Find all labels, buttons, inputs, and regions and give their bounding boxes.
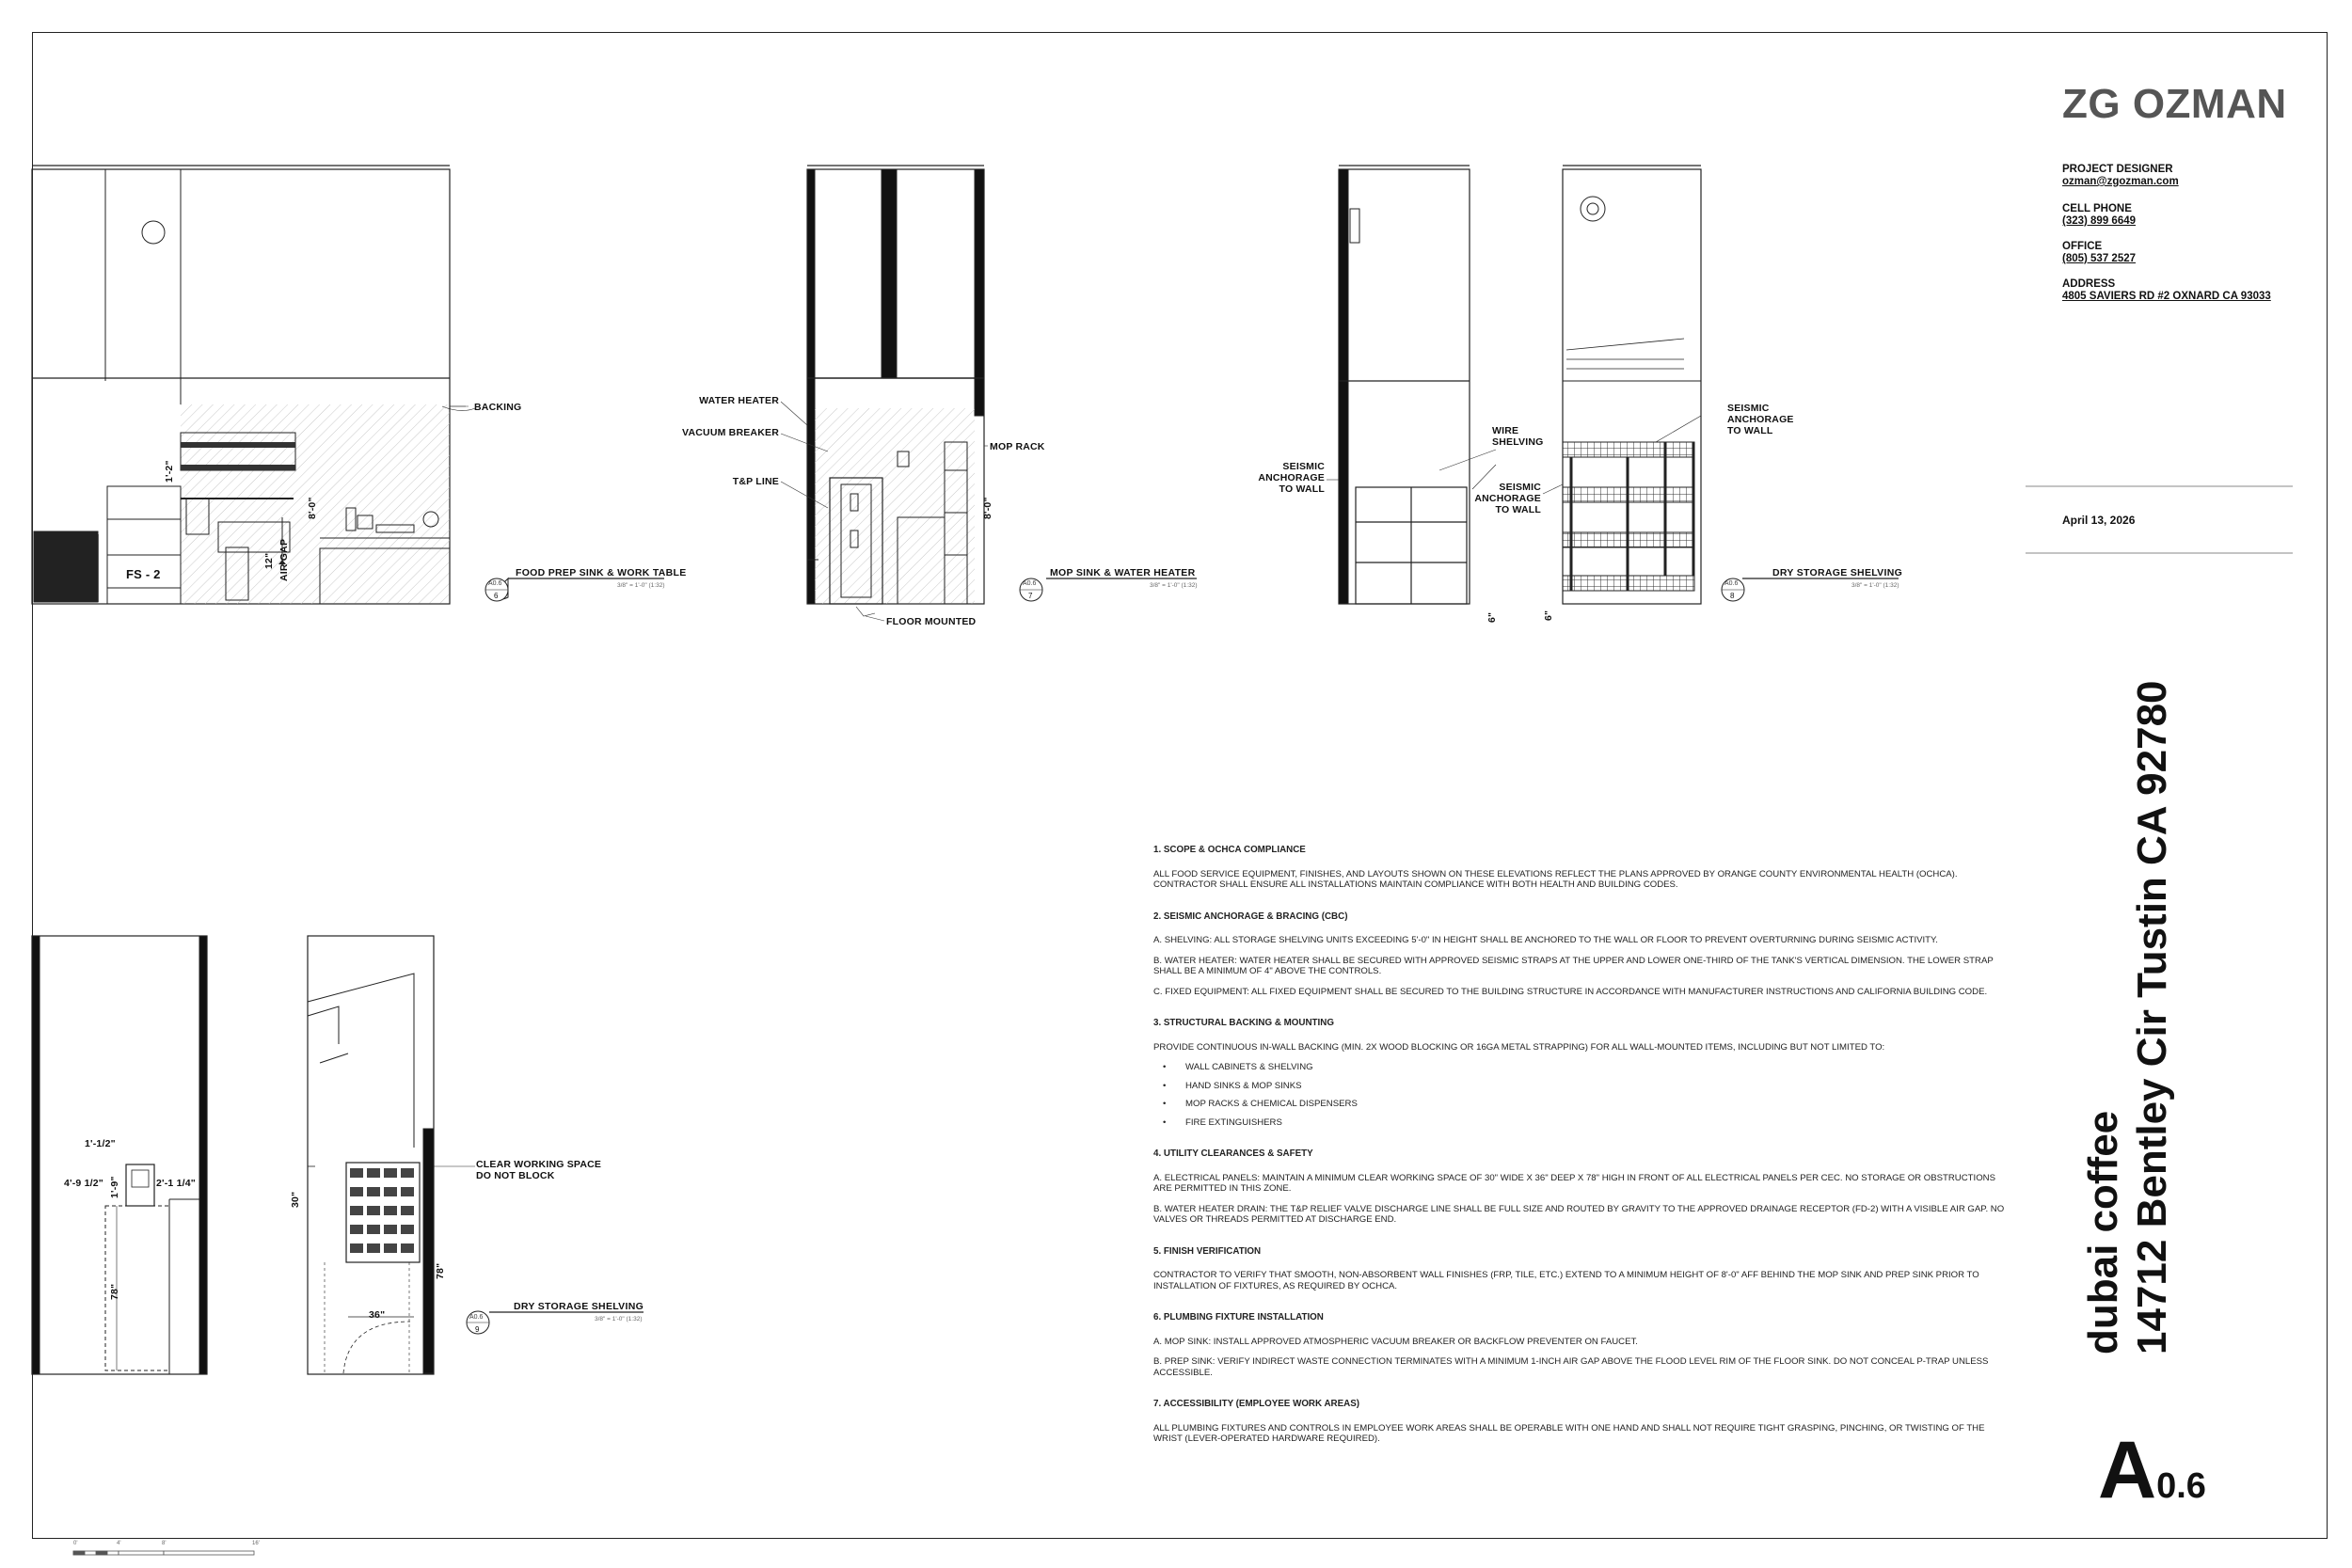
dim-78-a: 78" bbox=[109, 1283, 120, 1300]
label-seismic-anchorage-3: SEISMIC ANCHORAGE TO WALL bbox=[1727, 403, 1794, 436]
label-floor-mounted: FLOOR MOUNTED bbox=[886, 616, 977, 627]
scale-bar bbox=[73, 1551, 254, 1555]
dim-1-2: 1'-2" bbox=[164, 460, 175, 483]
elevation-9-room bbox=[32, 936, 207, 1374]
label-mop-rack: MOP RACK bbox=[990, 441, 1045, 452]
cell-phone-link[interactable]: (323) 899 6649 bbox=[2062, 215, 2137, 227]
list-item: • MOP RACKS & CHEMICAL DISPENSERS bbox=[1185, 1099, 2010, 1110]
note-section-5: 5. FINISH VERIFICATION CONTRACTOR TO VERIFY THAT SMOOTH, NON-ABSORBENT WALL FINISHES (FRP, TILE, ETC.) EXTEND TO A MINIMUM HEIGHT OF 8'-0" AFF BEHIND THE MOP SINK AND PREP SINK PRIOR TO INSTALLATION OF FIXTURES, AS REQUIRED BY OCHCA. bbox=[1153, 1245, 1979, 1291]
designer-info: PROJECT DESIGNER ozman@zgozman.com bbox=[2062, 164, 2179, 187]
address-link[interactable]: 4805 SAVIERS RD #2 OXNARD CA 93033 bbox=[2062, 291, 2271, 302]
dim-4-9-half: 4'-9 1/2" bbox=[64, 1178, 103, 1189]
office-info: OFFICE (805) 537 2527 bbox=[2062, 241, 2137, 264]
general-notes bbox=[1153, 845, 2010, 1465]
note-section-1: 1. SCOPE & OCHCA COMPLIANCE ALL FOOD SERVICE EQUIPMENT, FINISHES, AND LAYOUTS SHOWN ON THESE ELEVATIONS REFLECT THE PLANS APPROVED BY ORANGE COUNTY ENVIRONMENTAL HEALTH (OCHCA). CONTRACTOR SHALL ENSURE ALL INSTALLATIONS MAINTAIN COMPLIANCE WITH BOTH HEALTH AND BUILDING CODES. bbox=[1153, 845, 1958, 890]
dim-1-9: 1'-9" bbox=[109, 1176, 120, 1198]
dim-8-0-b: 8'-0" bbox=[982, 497, 993, 519]
dim-air-gap-label: AIR GAP bbox=[278, 538, 290, 581]
label-wire-shelving: WIRE SHELVING bbox=[1492, 425, 1544, 448]
list-item: • WALL CABINETS & SHELVING bbox=[1185, 1062, 2010, 1073]
note-section-3: 3. STRUCTURAL BACKING & MOUNTING PROVIDE CONTINUOUS IN-WALL BACKING (MIN. 2X WOOD BLOCKING OR 16GA METAL STRAPPING) FOR ALL WALL-MOUNTED ITEMS, INCLUDING BUT NOT LIMITED TO: • WALL CABINETS & SHELVING • HAND SINKS & MOP SINKS • MOP RACKS & CHEMICAL DISPENSERS • FIRE EXTINGUISHERS bbox=[1153, 1018, 2010, 1128]
label-tp-line: T&P LINE bbox=[732, 476, 779, 487]
label-water-heater: WATER HEATER bbox=[699, 395, 779, 406]
sheet-date: April 13, 2026 bbox=[2062, 514, 2136, 527]
address-info: ADDRESS 4805 SAVIERS RD #2 OXNARD CA 93033 bbox=[2062, 278, 2271, 302]
note-section-2: 2. SEISMIC ANCHORAGE & BRACING (CBC) A. SHELVING: ALL STORAGE SHELVING UNITS EXCEEDING 5'-0" IN HEIGHT SHALL BE ANCHORED TO THE WALL OR FLOOR TO PREVENT OVERTURNING DURING SEISMIC ACTIVITY. B. WATER HEATER: WATER HEATER SHALL BE SECURED WITH APPROVED SEISMIC STRAPS AT THE UPPER AND LOWER ONE-THIRD OF THE TANK'S VERTICAL DIMENSION. THE LOWER STRAP SHALL BE A MINIMUM OF 4" ABOVE THE CONTROLS. C. FIXED EQUIPMENT: ALL FIXED EQUIPMENT SHALL BE SECURED TO THE BUILDING STRUCTURE IN ACCORDANCE WITH MANUFACTURER INSTRUCTIONS AND CALIFORNIA BUILDING CODE. bbox=[1153, 911, 1994, 997]
list-item: • HAND SINKS & MOP SINKS bbox=[1185, 1081, 2010, 1092]
office-phone-link[interactable]: (805) 537 2527 bbox=[2062, 253, 2137, 264]
elevation-6-food-prep bbox=[32, 166, 475, 604]
sheet-number: A0.6 bbox=[2098, 1425, 2206, 1515]
project-name: dubai coffee bbox=[2080, 1110, 2126, 1354]
dim-2-1-quarter: 2'-1 1/4" bbox=[156, 1178, 196, 1189]
label-fs2: FS - 2 bbox=[126, 567, 161, 581]
note-section-4: 4. UTILITY CLEARANCES & SAFETY A. ELECTRICAL PANELS: MAINTAIN A MINIMUM CLEAR WORKING SPACE OF 30" WIDE X 36" DEEP X 78" HIGH IN FRONT OF ALL ELECTRICAL PANELS PER CEC. NO STORAGE OR OBSTRUCTIONS ARE PERMITTED IN THIS ZONE. B. WATER HEATER DRAIN: THE T&P RELIEF VALVE DISCHARGE LINE SHALL BE FULL SIZE AND ROUTED BY GRAVITY TO THE APPROVED DRAINAGE RECEPTOR (FD-2) WITH A VISIBLE AIR GAP. NO VALVES OR THREADS PERMITTED AT DISCHARGE END. bbox=[1153, 1148, 2005, 1225]
dim-1-half: 1'-1/2" bbox=[85, 1138, 116, 1149]
label-seismic-anchorage-2: SEISMIC ANCHORAGE TO WALL bbox=[1474, 482, 1541, 515]
label-vacuum-breaker: VACUUM BREAKER bbox=[682, 427, 779, 438]
dim-6-a: 6" bbox=[1486, 611, 1498, 623]
designer-email-link[interactable]: ozman@zgozman.com bbox=[2062, 176, 2179, 187]
label-backing: BACKING bbox=[474, 402, 522, 413]
project-address: 14712 Bentley Cir Tustin CA 92780 bbox=[2129, 680, 2175, 1354]
project-title bbox=[2079, 680, 2177, 1354]
firm-name: ZG OZMAN bbox=[2062, 81, 2287, 127]
elevation-9-clearance bbox=[308, 936, 475, 1374]
dim-air-gap-12: 12" bbox=[263, 552, 275, 569]
dim-36: 36" bbox=[369, 1309, 386, 1321]
note-section-7: 7. ACCESSIBILITY (EMPLOYEE WORK AREAS) ALL PLUMBING FIXTURES AND CONTROLS IN EMPLOYEE WORK AREAS SHALL BE OPERABLE WITH ONE HAND AND SHALL NOT REQUIRE TIGHT GRASPING, PINCHING, OR TWISTING OF THE WRIST (LEVER-OPERATED HARDWARE REQUIRED). bbox=[1153, 1399, 1985, 1444]
elevation-8-dry-storage bbox=[1339, 166, 1701, 604]
dim-30: 30" bbox=[290, 1191, 301, 1208]
cell-info: CELL PHONE (323) 899 6649 bbox=[2062, 203, 2137, 227]
note-section-6: 6. PLUMBING FIXTURE INSTALLATION A. MOP SINK: INSTALL APPROVED ATMOSPHERIC VACUUM BREAKER OR BACKFLOW PREVENTER ON FAUCET. B. PREP SINK: VERIFY INDIRECT WASTE CONNECTION TERMINATES WITH A MINIMUM 1-INCH AIR GAP ABOVE THE FLOOD LEVEL RIM OF THE FLOOR SINK. DO NOT CONCEAL P-TRAP UNLESS ACCESSIBLE. bbox=[1153, 1312, 1989, 1378]
dim-6-b: 6" bbox=[1543, 610, 1554, 621]
dim-8-0-a: 8'-0" bbox=[307, 497, 318, 519]
label-clear-working-space: CLEAR WORKING SPACE DO NOT BLOCK bbox=[476, 1159, 602, 1181]
list-item: • FIRE EXTINGUISHERS bbox=[1185, 1117, 2010, 1129]
elevation-7-mop-sink bbox=[807, 166, 984, 616]
dim-78-b: 78" bbox=[435, 1262, 446, 1279]
view-tag-9 bbox=[467, 1311, 644, 1334]
label-seismic-anchorage-1: SEISMIC ANCHORAGE TO WALL bbox=[1258, 461, 1325, 495]
